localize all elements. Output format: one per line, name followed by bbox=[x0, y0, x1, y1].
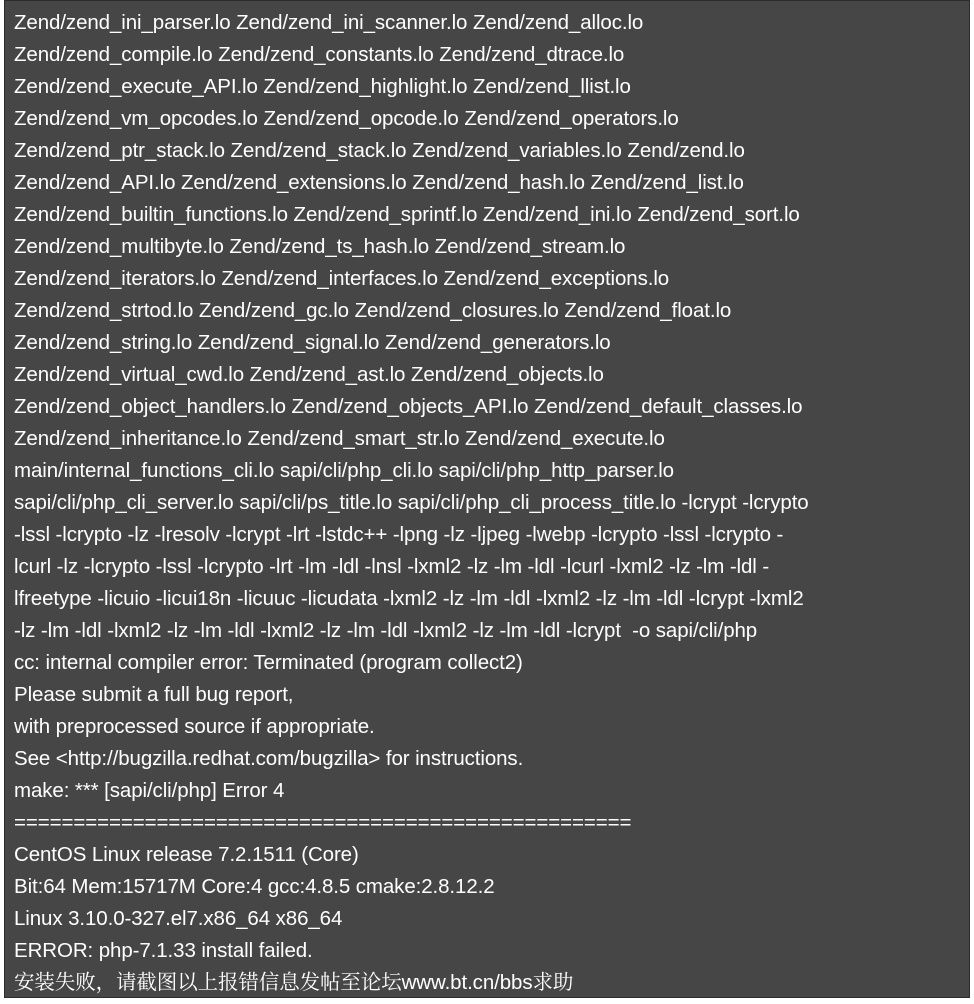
terminal-line: Zend/zend_iterators.lo Zend/zend_interfaces.lo Zend/zend_exceptions.lo bbox=[14, 267, 670, 290]
terminal-line: Zend/zend_API.lo Zend/zend_extensions.lo Zend/zend_hash.lo Zend/zend_list.lo bbox=[14, 171, 744, 194]
terminal-line: main/internal_functions_cli.lo sapi/cli/php_cli.lo sapi/cli/php_http_parser.lo bbox=[14, 459, 674, 482]
make-error-line: make: *** [sapi/cli/php] Error 4 bbox=[14, 779, 285, 802]
separator-line: ==================================================== bbox=[14, 811, 632, 834]
terminal-line: Zend/zend_strtod.lo Zend/zend_gc.lo Zend/zend_closures.lo Zend/zend_float.lo bbox=[14, 299, 732, 322]
terminal-line: Zend/zend_ini_parser.lo Zend/zend_ini_scanner.lo Zend/zend_alloc.lo bbox=[14, 11, 644, 34]
terminal-line: Zend/zend_object_handlers.lo Zend/zend_objects_API.lo Zend/zend_default_classes.lo bbox=[14, 395, 803, 418]
terminal-line: -lz -lm -ldl -lxml2 -lz -lm -ldl -lxml2 -lz -lm -ldl -lxml2 -lz -lm -ldl -lcrypt -o sapi/cli/php bbox=[14, 619, 758, 642]
terminal-line: See <http://bugzilla.redhat.com/bugzilla> for instructions. bbox=[14, 747, 524, 770]
terminal-line: sapi/cli/php_cli_server.lo sapi/cli/ps_title.lo sapi/cli/php_cli_process_title.lo -lcrypt -lcrypto bbox=[14, 491, 809, 514]
terminal-line: Zend/zend_execute_API.lo Zend/zend_highlight.lo Zend/zend_llist.lo bbox=[14, 75, 631, 98]
terminal-line: Zend/zend_inheritance.lo Zend/zend_smart_str.lo Zend/zend_execute.lo bbox=[14, 427, 665, 450]
os-release-line: CentOS Linux release 7.2.1511 (Core) bbox=[14, 843, 359, 866]
terminal-line: lcurl -lz -lcrypto -lssl -lcrypto -lrt -lm -ldl -lnsl -lxml2 -lz -lm -ldl -lcurl -lxml2 -lz -lm -ldl - bbox=[14, 555, 770, 578]
terminal-line: Zend/zend_multibyte.lo Zend/zend_ts_hash.lo Zend/zend_stream.lo bbox=[14, 235, 626, 258]
terminal-line: Zend/zend_string.lo Zend/zend_signal.lo Zend/zend_generators.lo bbox=[14, 331, 611, 354]
compiler-error-line: cc: internal compiler error: Terminated (program collect2) bbox=[14, 651, 523, 674]
terminal-line: Zend/zend_vm_opcodes.lo Zend/zend_opcode.lo Zend/zend_operators.lo bbox=[14, 107, 679, 130]
terminal-output bbox=[4, 0, 970, 998]
install-error-line: ERROR: php-7.1.33 install failed. bbox=[14, 939, 313, 962]
terminal-line: Zend/zend_builtin_functions.lo Zend/zend_sprintf.lo Zend/zend_ini.lo Zend/zend_sort.lo bbox=[14, 203, 800, 226]
kernel-info-line: Linux 3.10.0-327.el7.x86_64 x86_64 bbox=[14, 907, 343, 930]
terminal-line: -lssl -lcrypto -lz -lresolv -lcrypt -lrt -lstdc++ -lpng -lz -ljpeg -lwebp -lcrypto -lssl -lcrypto - bbox=[14, 523, 784, 546]
terminal-line: Zend/zend_virtual_cwd.lo Zend/zend_ast.lo Zend/zend_objects.lo bbox=[14, 363, 604, 386]
terminal-line: with preprocessed source if appropriate. bbox=[14, 715, 375, 738]
help-message-line: 安装失败，请截图以上报错信息发帖至论坛www.bt.cn/bbs求助 bbox=[14, 971, 574, 994]
terminal-line: lfreetype -licuio -licui18n -licuuc -licudata -lxml2 -lz -lm -ldl -lxml2 -lz -lm -ldl -lcrypt -lxml2 bbox=[14, 587, 804, 610]
terminal-line: Zend/zend_compile.lo Zend/zend_constants.lo Zend/zend_dtrace.lo bbox=[14, 43, 625, 66]
terminal-line: Please submit a full bug report, bbox=[14, 683, 294, 706]
terminal-line: Zend/zend_ptr_stack.lo Zend/zend_stack.lo Zend/zend_variables.lo Zend/zend.lo bbox=[14, 139, 745, 162]
system-info-line: Bit:64 Mem:15717M Core:4 gcc:4.8.5 cmake:2.8.12.2 bbox=[14, 875, 495, 898]
